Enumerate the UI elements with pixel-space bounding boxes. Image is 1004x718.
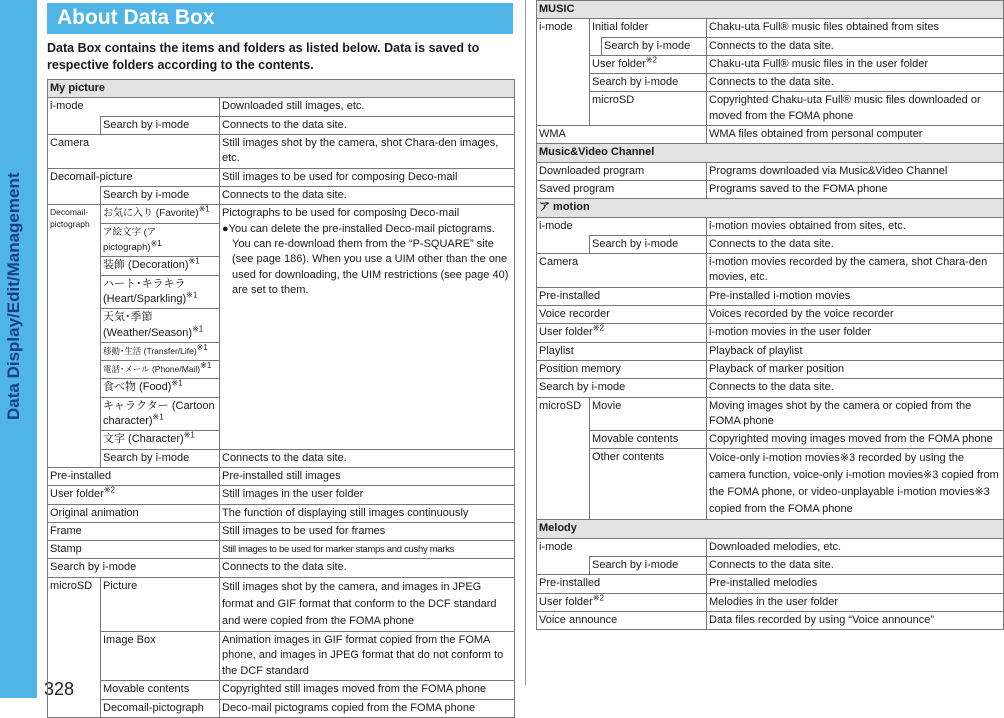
music-header: MUSIC xyxy=(537,1,1004,19)
row-desc: WMA files obtained from personal computer xyxy=(707,126,1004,144)
row-label: Original animation xyxy=(48,504,220,522)
table-row xyxy=(48,559,515,577)
row-label: User folder$^{※2}$ xyxy=(537,324,707,342)
section-intro: Data Box contains the items and folders as listed below. Data is saved to respective folders according to the contents. xyxy=(47,41,480,72)
pictograph-label xyxy=(48,205,101,467)
row-desc: Copyrighted moving images moved from the FOMA phone xyxy=(707,431,1004,449)
row-sublabel: Search by i-mode xyxy=(101,187,220,205)
row-desc: Voice-only i-motion movies※3 recorded by using the camera function, voice-only i-motion movies※3 copied from the FOMA phone, or video-unplayable i-motion movies※3 copied from the FOMA phone xyxy=(707,449,1004,520)
my-picture-header: My picture xyxy=(48,80,515,98)
pictograph-sub: 装飾 (Decoration)$^{※1}$ xyxy=(101,257,220,275)
table-row xyxy=(537,287,1004,305)
table-row xyxy=(537,397,1004,431)
row-desc: Moving images shot by the camera or copied from the FOMA phone xyxy=(707,397,1004,431)
table-row xyxy=(537,37,1004,55)
row-label: Pre-installed xyxy=(537,287,707,305)
table-row xyxy=(537,379,1004,397)
row-label: Downloaded program xyxy=(537,162,707,180)
row-desc: Pre-installed melodies xyxy=(707,575,1004,593)
row-sublabel: Search by i-mode xyxy=(101,449,220,467)
row-sublabel: Image Box xyxy=(101,631,220,681)
imotion-header: ア motion xyxy=(537,199,1004,217)
row-desc: Connects to the data site. xyxy=(220,116,515,134)
row-desc: Downloaded still images, etc. xyxy=(220,98,515,116)
row-label: Stamp xyxy=(48,541,220,559)
pictograph-sub: 移動･生活 (Transfer/Life)※1 xyxy=(101,342,220,360)
row-desc: Downloaded melodies, etc. xyxy=(707,538,1004,556)
row-sublabel: Initial folder xyxy=(590,19,707,37)
row-label: Saved program xyxy=(537,180,707,198)
row-sublabel: Search by i-mode xyxy=(101,116,220,134)
row-label: Voice recorder xyxy=(537,306,707,324)
table-row xyxy=(537,520,1004,538)
row-desc: Chaku-uta Full® music files obtained from sites xyxy=(707,19,1004,37)
row-sublabel: Picture xyxy=(101,577,220,631)
table-row xyxy=(537,449,1004,520)
table-row xyxy=(48,205,515,223)
table-row xyxy=(537,144,1004,162)
row-sublabel: Search by i-mode xyxy=(590,557,707,575)
row-sublabel: Decomail-pictograph xyxy=(101,699,220,717)
table-row xyxy=(537,74,1004,92)
row-desc: Still images shot by the camera, and images in JPEG format and GIF format that conform to the DCF standard and were copied from the FOMA phone xyxy=(220,577,515,631)
row-desc: The function of displaying still images continuously xyxy=(220,504,515,522)
row-label: microSD xyxy=(537,397,590,520)
row-desc: Copyrighted Chaku-uta Full® music files downloaded or moved from the FOMA phone xyxy=(707,92,1004,126)
pictograph-sub: お気に入り (Favorite)$^{※1}$ xyxy=(101,205,220,223)
pictograph-desc xyxy=(220,205,515,449)
table-row xyxy=(48,577,515,631)
row-sublabel: User folder$^{※2}$ xyxy=(590,55,707,73)
table-row xyxy=(537,306,1004,324)
table-row xyxy=(537,557,1004,575)
row-desc: Still images to be used for marker stamps and cushy marks xyxy=(220,541,515,559)
table-row xyxy=(48,699,515,717)
pictograph-sub: 電話･メール (Phone/Mail)※1 xyxy=(101,361,220,379)
pictograph-sub: 天気･季節 (Weather/Season)$^{※1}$ xyxy=(101,309,220,343)
row-desc: Pre-installed still images xyxy=(220,467,515,485)
table-row xyxy=(48,449,515,467)
my-picture-table xyxy=(47,79,515,718)
row-label: Search by i-mode xyxy=(48,559,220,577)
row-label: i-mode xyxy=(537,217,707,235)
pictograph-label-bottom: pictograph xyxy=(50,219,90,230)
row-desc: Connects to the data site. xyxy=(707,379,1004,397)
row-desc: Deco-mail pictograms copied from the FOMA phone xyxy=(220,699,515,717)
row-desc: Copyrighted still images moved from the FOMA phone xyxy=(220,681,515,699)
table-row xyxy=(537,254,1004,288)
side-tab-label: Data Display/Edit/Management xyxy=(4,172,23,420)
table-row xyxy=(537,162,1004,180)
row-desc: Still images to be used for frames xyxy=(220,522,515,540)
table-row xyxy=(48,522,515,540)
row-label: microSD xyxy=(48,577,101,717)
row-desc: Programs downloaded via Music&Video Channel xyxy=(707,162,1004,180)
table-row xyxy=(537,217,1004,235)
row-sublabel: Movable contents xyxy=(590,431,707,449)
row-sublabel: Movie xyxy=(590,397,707,431)
row-label: Search by i-mode xyxy=(537,379,707,397)
table-row xyxy=(48,631,515,681)
table-row xyxy=(48,467,515,485)
row-desc: Data files recorded by using “Voice announce” xyxy=(707,611,1004,629)
media-table xyxy=(536,0,1004,630)
row-label: Playlist xyxy=(537,342,707,360)
table-row xyxy=(48,116,515,134)
pictograph-bullet: ●You can delete the pre-installed Deco-mail pictograms. You can re-download them from the “P-SQUARE” site (see page 186). When you use a UIM other than the one used for downloading, the UIM restrictions (see page 40) are set to them. xyxy=(222,222,509,296)
row-sublabel: microSD xyxy=(590,92,707,126)
table-row xyxy=(48,486,515,504)
table-row xyxy=(537,431,1004,449)
section-title: About Data Box xyxy=(47,3,513,34)
table-row xyxy=(537,360,1004,378)
table-row xyxy=(537,611,1004,629)
pictograph-sub: ハート･キラキラ (Heart/Sparkling)$^{※1}$ xyxy=(101,275,220,309)
row-desc: Connects to the data site. xyxy=(220,449,515,467)
row-sublabel: Other contents xyxy=(590,449,707,520)
table-row xyxy=(48,98,515,116)
table-row xyxy=(537,575,1004,593)
table-row xyxy=(537,324,1004,342)
page-number: 328 xyxy=(44,679,75,699)
table-row xyxy=(537,199,1004,217)
row-desc: Programs saved to the FOMA phone xyxy=(707,180,1004,198)
pictograph-sub: 食べ物 (Food)$^{※1}$ xyxy=(101,379,220,397)
row-desc: Still images shot by the camera, shot Chara-den images, etc. xyxy=(220,134,515,168)
table-row xyxy=(537,593,1004,611)
table-row xyxy=(537,19,1004,37)
row-sublabel: Search by i-mode xyxy=(602,37,707,55)
row-label: Frame xyxy=(48,522,220,540)
row-desc: Playback of marker position xyxy=(707,360,1004,378)
melody-header: Melody xyxy=(537,520,1004,538)
row-sublabel: Search by i-mode xyxy=(590,235,707,253)
table-row xyxy=(48,168,515,186)
row-label: WMA xyxy=(537,126,707,144)
row-desc: Connects to the data site. xyxy=(220,187,515,205)
pictograph-sub: ア絵文字 (ア pictograph)$^{※1}$ xyxy=(101,223,220,257)
row-desc: i-motion movies obtained from sites, etc. xyxy=(707,217,1004,235)
table-row xyxy=(48,80,515,98)
row-desc: Chaku-uta Full® music files in the user folder xyxy=(707,55,1004,73)
side-tab xyxy=(0,0,37,698)
table-row xyxy=(537,1,1004,19)
pictograph-label-top: Decomail- xyxy=(50,207,89,218)
table-row xyxy=(48,504,515,522)
table-row xyxy=(537,92,1004,126)
row-desc: Melodies in the user folder xyxy=(707,593,1004,611)
row-desc: Animation images in GIF format copied from the FOMA phone, and images in JPEG format that do not conform to the DCF standard xyxy=(220,631,515,681)
row-desc: Connects to the data site. xyxy=(707,557,1004,575)
row-label: Pre-installed xyxy=(537,575,707,593)
table-row xyxy=(537,235,1004,253)
row-desc: i-motion movies in the user folder xyxy=(707,324,1004,342)
row-desc: Connects to the data site. xyxy=(707,74,1004,92)
pictograph-sub: キャラクター (Cartoon character)$^{※1}$ xyxy=(101,397,220,431)
row-desc: Connects to the data site. xyxy=(707,235,1004,253)
table-row xyxy=(537,538,1004,556)
row-desc: Still images to be used for composing Deco-mail xyxy=(220,168,515,186)
table-row xyxy=(48,681,515,699)
row-label: i-mode xyxy=(48,98,220,116)
row-label: Pre-installed xyxy=(48,467,220,485)
table-row xyxy=(537,55,1004,73)
column-divider xyxy=(525,0,526,685)
table-row xyxy=(48,134,515,168)
row-label: User folder$^{※2}$ xyxy=(48,486,220,504)
row-desc: Voices recorded by the voice recorder xyxy=(707,306,1004,324)
row-label: Position memory xyxy=(537,360,707,378)
row-label: i-mode xyxy=(537,538,707,556)
table-row xyxy=(537,342,1004,360)
row-desc: Connects to the data site. xyxy=(220,559,515,577)
table-row xyxy=(48,541,515,559)
row-sublabel: Movable contents xyxy=(101,681,220,699)
row-label: i-mode xyxy=(537,19,590,126)
row-desc: Playback of playlist xyxy=(707,342,1004,360)
row-label: Decomail-picture xyxy=(48,168,220,186)
table-row xyxy=(48,187,515,205)
pictograph-sub: 文字 (Character)$^{※1}$ xyxy=(101,431,220,449)
row-desc: Pre-installed i-motion movies xyxy=(707,287,1004,305)
row-label: Camera xyxy=(48,134,220,168)
table-row xyxy=(537,126,1004,144)
row-sublabel: Search by i-mode xyxy=(590,74,707,92)
row-label: User folder$^{※2}$ xyxy=(537,593,707,611)
row-desc: Connects to the data site. xyxy=(707,37,1004,55)
mvc-header: Music&Video Channel xyxy=(537,144,1004,162)
row-label: Camera xyxy=(537,254,707,288)
row-label: Voice announce xyxy=(537,611,707,629)
table-row xyxy=(537,180,1004,198)
row-desc: Still images in the user folder xyxy=(220,486,515,504)
row-desc: i-motion movies recorded by the camera, shot Chara-den movies, etc. xyxy=(707,254,1004,288)
pictograph-desc-text: Pictographs to be used for composing Deco-mail xyxy=(222,207,460,220)
